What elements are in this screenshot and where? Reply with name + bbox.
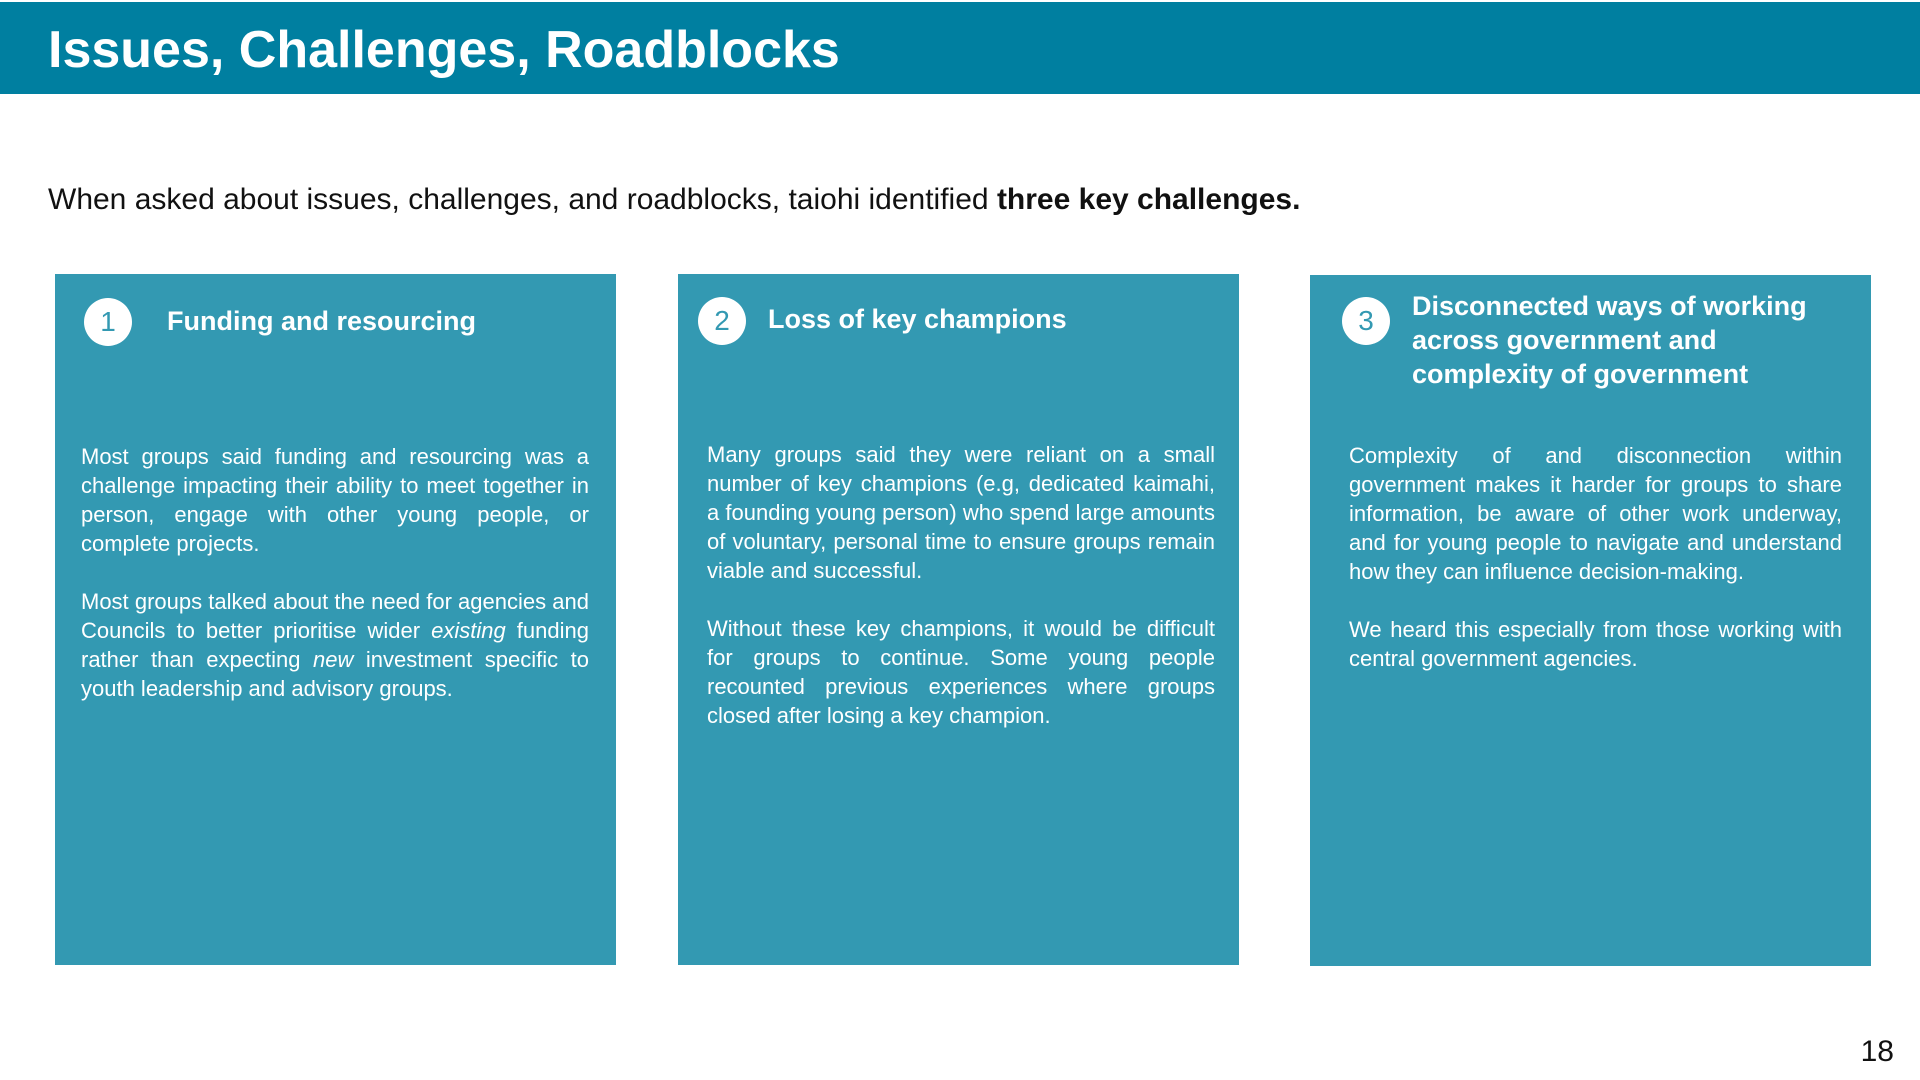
page-title: Issues, Challenges, Roadblocks [48, 21, 840, 79]
page-number: 18 [1860, 1035, 1894, 1068]
card-2-paragraph-2: Without these key champions, it would be difficult for groups to continue. Some young people recounted previous experiences where groups closed after losing a key champion. [707, 616, 1215, 728]
card-title-2: Loss of key champions [768, 304, 1067, 334]
number-badge-1: 1 [84, 298, 132, 346]
card-1-paragraph-2 [81, 587, 589, 703]
card-2-paragraph-1: Many groups said they were reliant on a small number of key champions (e.g, dedicated kaimahi, a founding young person) who spend large amounts of voluntary, personal time to ensure groups remain viable and successful. [707, 442, 1215, 583]
card-body-3 [1349, 441, 1842, 702]
card-body-1 [81, 442, 589, 732]
challenge-card-2 [678, 274, 1239, 965]
intro-plain: When asked about issues, challenges, and roadblocks, taiohi identified [48, 183, 997, 216]
card-3-paragraph-1: Complexity of and disconnection within government makes it harder for groups to share information, be aware of other work underway, and for young people to navigate and understand how they can influence decision-making. [1349, 443, 1842, 584]
card-1-paragraph-1: Most groups said funding and resourcing was a challenge impacting their ability to meet together in person, engage with other young people, or complete projects. [81, 444, 589, 556]
title-bar [0, 2, 1920, 94]
card-title-3: Disconnected ways of working across government and complexity of government [1412, 291, 1807, 389]
number-badge-3: 3 [1342, 297, 1390, 345]
card-body-2 [707, 440, 1215, 759]
card-1-p2-part-a: Most groups talked about the need for agencies and Councils to better prioritise wider [81, 589, 589, 643]
card-1-p2-part-b: funding rather than expecting [81, 618, 589, 672]
card-1-p2-emphasis-new: new [313, 647, 354, 672]
intro-text [48, 180, 1300, 220]
intro-bold: three key challenges. [996, 183, 1301, 216]
card-3-paragraph-2: We heard this especially from those working with central government agencies. [1349, 617, 1842, 671]
card-title-1: Funding and resourcing [167, 306, 476, 336]
challenge-card-3 [1310, 275, 1871, 966]
number-badge-2: 2 [698, 297, 746, 345]
card-1-p2-emphasis-existing: existing [431, 618, 506, 643]
card-1-p2-part-c: investment specific to youth leadership and advisory groups. [81, 647, 589, 701]
challenge-card-1 [55, 274, 616, 965]
